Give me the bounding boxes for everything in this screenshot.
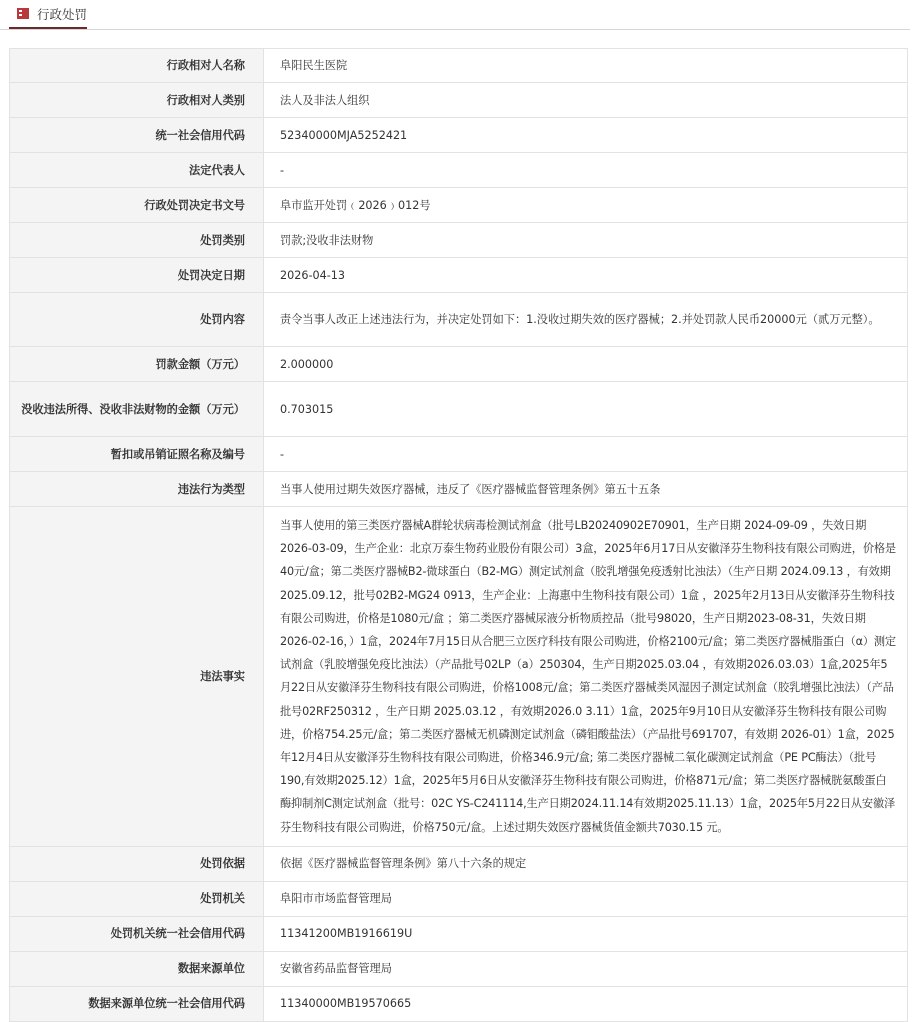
field-label: 暂扣或吊销证照名称及编号 bbox=[10, 437, 264, 472]
row-confiscation-amount bbox=[10, 382, 908, 437]
row-penalty-basis bbox=[10, 846, 908, 881]
field-value: 依据《医疗器械监督管理条例》第八十六条的规定 bbox=[264, 846, 908, 881]
field-label: 统一社会信用代码 bbox=[10, 118, 264, 153]
field-label: 处罚内容 bbox=[10, 293, 264, 347]
field-label: 数据来源单位 bbox=[10, 951, 264, 986]
field-value: 11340000MB19570665 bbox=[264, 986, 908, 1021]
field-value: 当事人使用的第三类医疗器械A群轮状病毒检测试剂盒（批号LB20240902E70901，生产日期 2024-09-09 ，失效日期2026-03-09，生产企业：北京万泰生物药业股份有限公司）3盒，2025年6月17日从安徽泽芬生物科技有限公司购进，价格是40元/盒；第二类医疗器械B2-微球蛋白（B2-MG）测定试剂盒（胶乳增强免疫透射比浊法）（生产日期 2024.09.13 ，有效期2025.09.12，批号02B2-MG24 0913，生产企业：上海惠中生物科技有限公司）1盒 ，2025年2月13日从安徽泽芬生物科技有限公司购进，价格是1080元/盒 ；第二类医疗器械尿液分析物质控品（批号98020，生产日期2023-08-31，失效日期2026-02-16，）1盒，2024年7月15日从合肥三立医疗科技有限公司购进，价格2100元/盒；第二类医疗器械脂蛋白（α）测定试剂盒（乳胶增强免疫比浊法）（产品批号02LP（a）250304，生产日期2025.03.04 ，有效期2026.03.03）1盒,2025年5月22日从安徽泽芬生物科技有限公司购进，价格1008元/盒；第二类医疗器械类风湿因子测定试剂盒（胶乳增强比浊法）（产品批号02RF250312 ，生产日期 2025.03.12 ，有效期2026.0 3.11）1盒，2025年9月10日从安徽泽芬生物科技有限公司购进，价格754.25元/盒；第二类医疗器械无机磷测定试剂盒（磷钼酸盐法）（产品批号691707，有效期 2026-01）1盒，2025年12月4日从安徽泽芬生物科技有限公司购进，价格346.9元/盒; 第二类医疗器械二氧化碳测定试剂盒（PE PC酶法）（批号190,有效期2025.12）1盒，2025年5月6日从安徽泽芬生物科技有限公司购进，价格871元/盒；第二类医疗器械胱氨酸蛋白酶抑制剂C测定试剂盒（批号：02C YS-C241114,生产日期2024.11.14有效期2025.11.13）1盒，2025年5月22日从安徽泽芬生物科技有限公司购进，价格750元/盒。上述过期失效医疗器械货值金额共7030.15 元。 bbox=[264, 507, 908, 847]
field-value: 2026-04-13 bbox=[264, 258, 908, 293]
field-value: - bbox=[264, 437, 908, 472]
tab-label: 行政处罚 bbox=[36, 6, 87, 22]
field-value: 责令当事人改正上述违法行为，并决定处罚如下：1.没收过期失效的医疗器械；2.并处罚款人民币20000元（贰万元整）。 bbox=[264, 293, 908, 347]
row-data-source-credit-code bbox=[10, 986, 908, 1021]
field-value: 52340000MJA5252421 bbox=[264, 118, 908, 153]
row-penalty-category bbox=[10, 223, 908, 258]
row-violation-type bbox=[10, 472, 908, 507]
field-label: 处罚机关统一社会信用代码 bbox=[10, 916, 264, 951]
field-label: 处罚机关 bbox=[10, 881, 264, 916]
field-value: 阜阳民生医院 bbox=[264, 49, 908, 83]
field-value: 2.000000 bbox=[264, 347, 908, 382]
field-label: 处罚类别 bbox=[10, 223, 264, 258]
field-label: 罚款金额（万元） bbox=[10, 347, 264, 382]
field-label: 行政相对人类别 bbox=[10, 83, 264, 118]
field-value: 法人及非法人组织 bbox=[264, 83, 908, 118]
field-value: 0.703015 bbox=[264, 382, 908, 437]
row-legal-representative bbox=[10, 153, 908, 188]
row-decision-number bbox=[10, 188, 908, 223]
field-value: 阜市监开处罚﹙2026﹚012号 bbox=[264, 188, 908, 223]
row-party-type bbox=[10, 83, 908, 118]
field-value: 安徽省药品监督管理局 bbox=[264, 951, 908, 986]
row-violation-facts bbox=[10, 507, 908, 847]
row-decision-date bbox=[10, 258, 908, 293]
field-value: 当事人使用过期失效医疗器械，违反了《医疗器械监督管理条例》第五十五条 bbox=[264, 472, 908, 507]
field-label: 行政处罚决定书文号 bbox=[10, 188, 264, 223]
row-credit-code bbox=[10, 118, 908, 153]
list-icon bbox=[17, 8, 29, 19]
penalty-detail-table bbox=[9, 48, 908, 1022]
row-fine-amount bbox=[10, 347, 908, 382]
field-value: 阜阳市市场监督管理局 bbox=[264, 881, 908, 916]
field-label: 法定代表人 bbox=[10, 153, 264, 188]
row-party-name bbox=[10, 49, 908, 83]
field-label: 违法行为类型 bbox=[10, 472, 264, 507]
tab-administrative-penalty[interactable] bbox=[9, 0, 87, 29]
field-value: 11341200MB1916619U bbox=[264, 916, 908, 951]
row-penalty-authority bbox=[10, 881, 908, 916]
field-label: 没收违法所得、没收非法财物的金额（万元） bbox=[10, 382, 264, 437]
row-penalty-content bbox=[10, 293, 908, 347]
tab-bar bbox=[0, 0, 910, 30]
row-license-suspension bbox=[10, 437, 908, 472]
row-authority-credit-code bbox=[10, 916, 908, 951]
field-label: 行政相对人名称 bbox=[10, 49, 264, 83]
row-data-source bbox=[10, 951, 908, 986]
field-value: - bbox=[264, 153, 908, 188]
field-label: 处罚决定日期 bbox=[10, 258, 264, 293]
field-label: 违法事实 bbox=[10, 507, 264, 847]
field-value: 罚款;没收非法财物 bbox=[264, 223, 908, 258]
field-label: 处罚依据 bbox=[10, 846, 264, 881]
field-label: 数据来源单位统一社会信用代码 bbox=[10, 986, 264, 1021]
